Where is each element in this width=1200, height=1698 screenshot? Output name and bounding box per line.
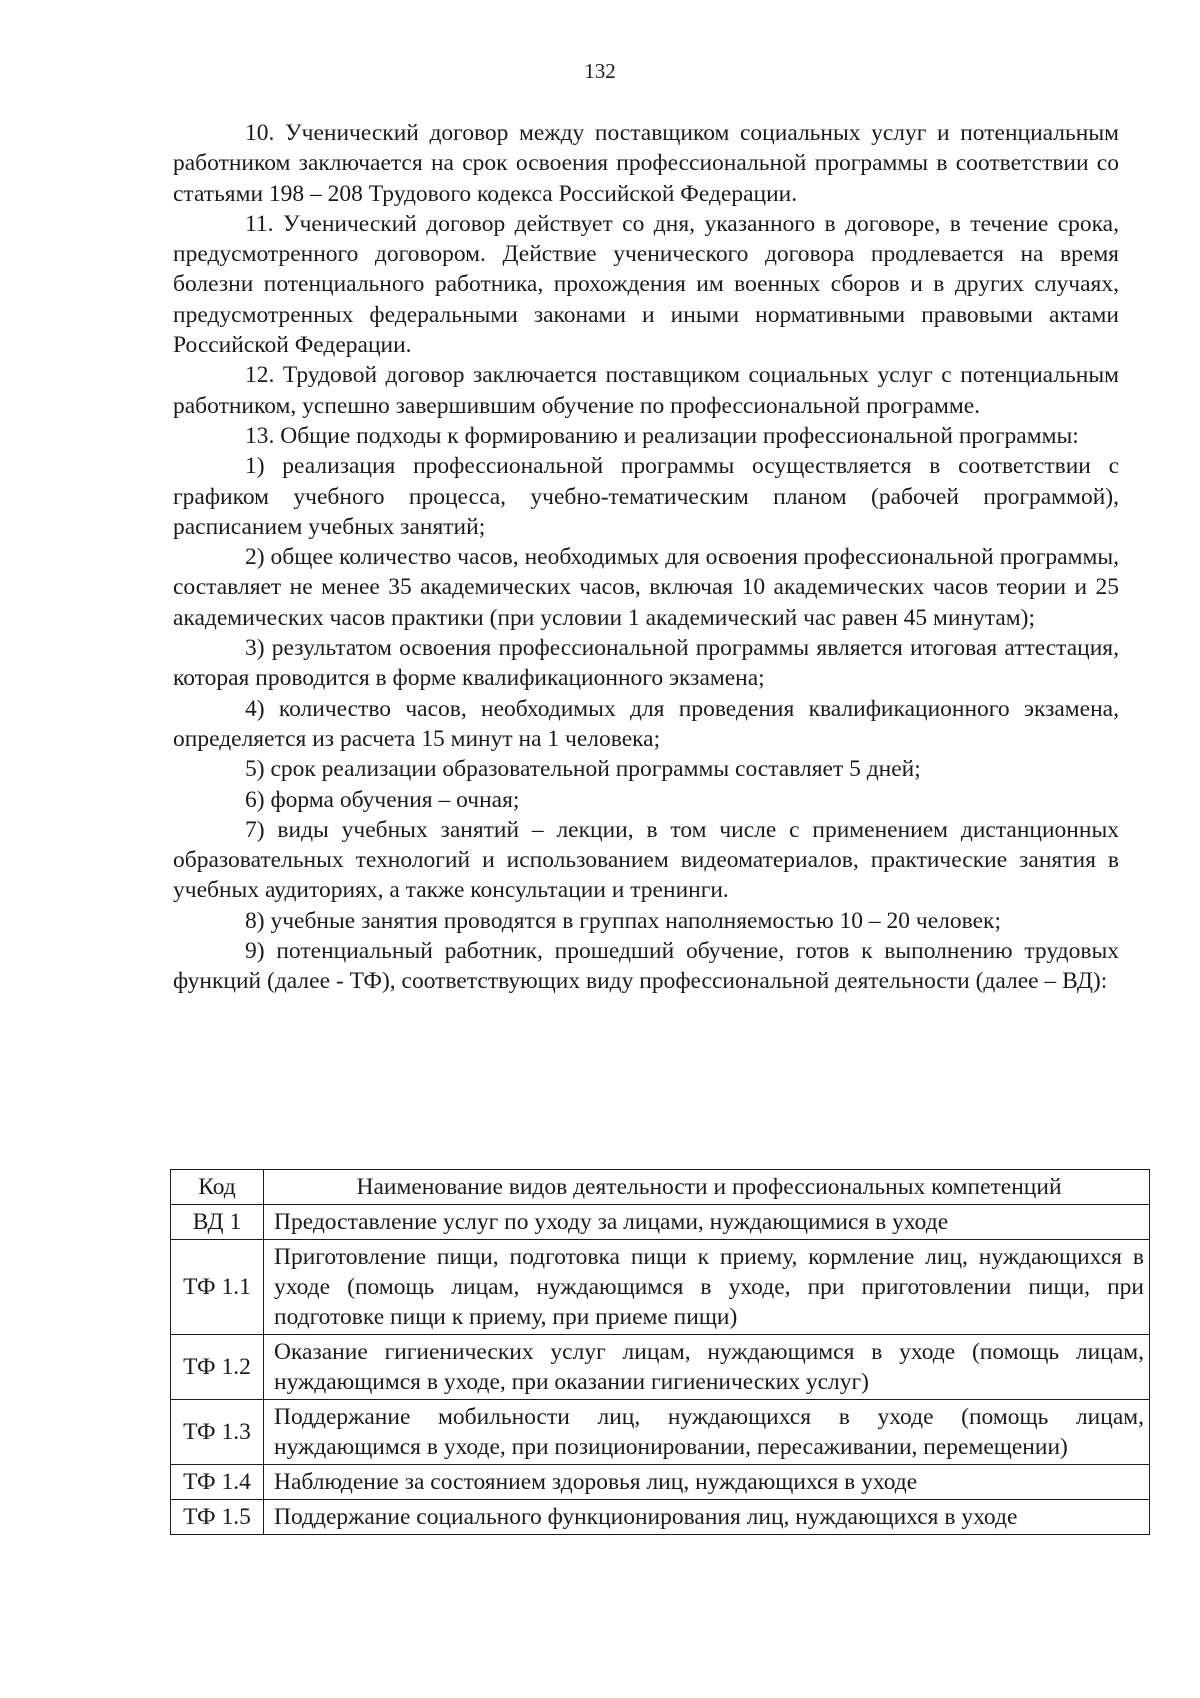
table-row <box>171 1400 1150 1465</box>
list-item-6: 6) форма обучения – очная; <box>245 786 520 813</box>
header-code: Код <box>171 1170 264 1205</box>
table-row <box>171 1465 1150 1500</box>
document-body <box>173 118 1119 997</box>
list-item-3: 3) результатом освоения профессиональной программы является итоговая аттестация, которая проводится в форме квалификационного экзамена; <box>173 635 1119 692</box>
row-code: ТФ 1.4 <box>171 1465 264 1500</box>
row-code: ТФ 1.2 <box>171 1335 264 1400</box>
row-code: ТФ 1.5 <box>171 1500 264 1535</box>
list-item-9: 9) потенциальный работник, прошедший обучение, готов к выполнению трудовых функций (далее - ТФ), соответствующих виду профессиональной деятельности (далее – ВД): <box>173 938 1119 995</box>
row-code: ВД 1 <box>171 1205 264 1240</box>
row-name: Предоставление услуг по уходу за лицами, нуждающимися в уходе <box>264 1205 1150 1240</box>
competencies-table <box>170 1169 1150 1535</box>
row-name: Приготовление пищи, подготовка пищи к приему, кормление лиц, нуждающихся в уходе (помощь лицам, нуждающимся в уходе, при приготовлении пищи, при подготовке пищи к приему, при приеме пищи) <box>264 1240 1150 1335</box>
row-name: Поддержание мобильности лиц, нуждающихся в уходе (помощь лицам, нуждающимся в уходе, при позиционировании, пересаживании, перемещении) <box>264 1400 1150 1465</box>
paragraph-13: 13. Общие подходы к формированию и реализации профессиональной программы: <box>245 422 1079 449</box>
list-item-4: 4) количество часов, необходимых для проведения квалификационного экзамена, определяется из расчета 15 минут на 1 человека; <box>173 695 1119 752</box>
paragraph-10: 10. Ученический договор между поставщиком социальных услуг и потенциальным работником заключается на срок освоения профессиональной программы в соответствии со статьями 198 – 208 Трудового кодекса Российской Федерации. <box>173 120 1119 207</box>
list-item-2: 2) общее количество часов, необходимых для освоения профессиональной программы, составляет не менее 35 академических часов, включая 10 академических часов теории и 25 академических часов практики (при условии 1 академический час равен 45 минутам); <box>173 544 1119 631</box>
list-item-5: 5) срок реализации образовательной программы составляет 5 дней; <box>245 756 921 783</box>
list-item-8: 8) учебные занятия проводятся в группах наполняемостью 10 – 20 человек; <box>245 907 1001 934</box>
paragraph-11: 11. Ученический договор действует со дня, указанного в договоре, в течение срока, предусмотренного договором. Действие ученического договора продлевается на время болезни потенциального работника, прохождения им военных сборов и в других случаях, предусмотренных федеральными законами и иными нормативными правовыми актами Российской Федерации. <box>173 210 1119 359</box>
row-code: ТФ 1.1 <box>171 1240 264 1335</box>
table-row <box>171 1240 1150 1335</box>
header-name: Наименование видов деятельности и профессиональных компетенций <box>264 1170 1150 1205</box>
row-name: Оказание гигиенических услуг лицам, нуждающимся в уходе (помощь лицам, нуждающимся в уходе, при оказании гигиенических услуг) <box>264 1335 1150 1400</box>
row-name: Поддержание социального функционирования лиц, нуждающихся в уходе <box>264 1500 1150 1535</box>
table-row <box>171 1205 1150 1240</box>
table-row <box>171 1335 1150 1400</box>
row-code: ТФ 1.3 <box>171 1400 264 1465</box>
list-item-1: 1) реализация профессиональной программы осуществляется в соответствии с графиком учебного процесса, учебно-тематическим планом (рабочей программой), расписанием учебных занятий; <box>173 453 1119 540</box>
list-item-7: 7) виды учебных занятий – лекции, в том числе с применением дистанционных образовательных технологий и использованием видеоматериалов, практические занятия в учебных аудиториях, а также консультации и тренинги. <box>173 816 1119 904</box>
table-row <box>171 1500 1150 1535</box>
table-header-row <box>171 1170 1150 1205</box>
page-number: 132 <box>584 59 616 83</box>
row-name: Наблюдение за состоянием здоровья лиц, нуждающихся в уходе <box>264 1465 1150 1500</box>
paragraph-12: 12. Трудовой договор заключается поставщиком социальных услуг с потенциальным работником, успешно завершившим обучение по профессиональной программе. <box>173 362 1119 419</box>
